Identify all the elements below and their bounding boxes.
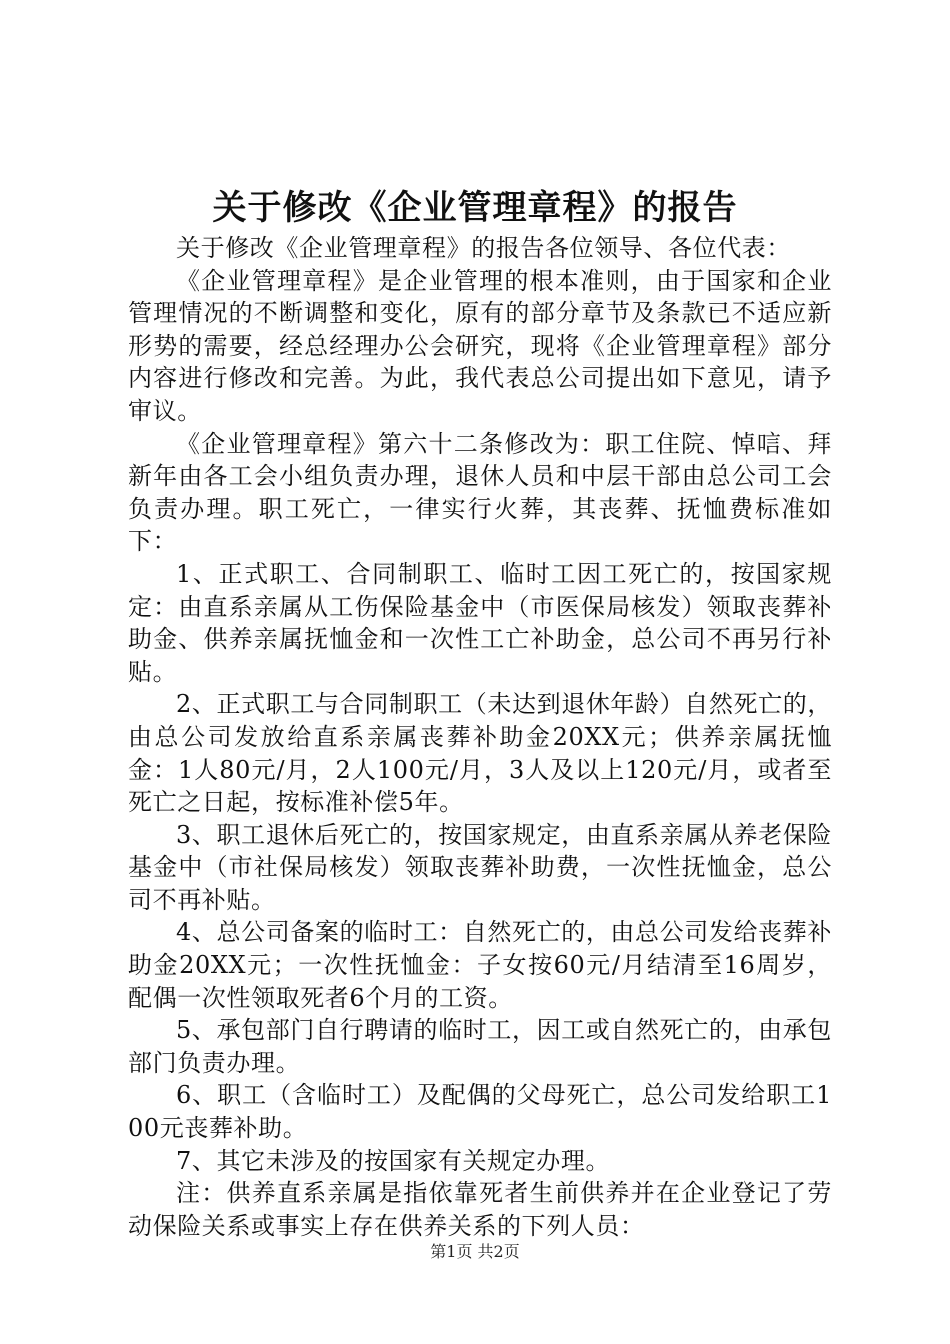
document-title: 关于修改《企业管理章程》的报告 bbox=[212, 188, 738, 228]
paragraph-item-4: 4、总公司备案的临时工：自然死亡的，由总公司发给丧葬补助金20XX元；一次性抚恤金：子女按60元/月结清至16周岁，配偶一次性领取死者6个月的工资。 bbox=[128, 918, 832, 1012]
paragraph-item-1: 1、正式职工、合同制职工、临时工因工死亡的，按国家规定：由直系亲属从工伤保险基金中（市医保局核发）领取丧葬补助金、供养亲属抚恤金和一次性工亡补助金，总公司不再另行补贴。 bbox=[128, 559, 832, 686]
paragraph-item-2: 2、正式职工与合同制职工（未达到退休年龄）自然死亡的，由总公司发放给直系亲属丧葬补助金20XX元；供养亲属抚恤金：1人80元/月，2人100元/月，3人及以上120元/月，或者至死亡之日起，按标准补偿5年。 bbox=[128, 690, 832, 817]
paragraph-article-62: 《企业管理章程》第六十二条修改为：职工住院、悼唁、拜新年由各工会小组负责办理，退休人员和中层干部由总公司工会负责办理。职工死亡，一律实行火葬，其丧葬、抚恤费标准如下： bbox=[128, 429, 832, 556]
page-number-footer: 第1页 共2页 bbox=[430, 1242, 520, 1261]
document-body bbox=[128, 232, 832, 1242]
paragraph-item-6: 6、职工（含临时工）及配偶的父母死亡，总公司发给职工100元丧葬补助。 bbox=[128, 1081, 832, 1143]
paragraph-item-5: 5、承包部门自行聘请的临时工，因工或自然死亡的，由承包部门负责办理。 bbox=[128, 1016, 832, 1077]
paragraph-intro: 《企业管理章程》是企业管理的根本准则，由于国家和企业管理情况的不断调整和变化，原有的部分章节及条款已不适应新形势的需要，经总经理办公会研究，现将《企业管理章程》部分内容进行修改和完善。为此，我代表总公司提出如下意见，请予审议。 bbox=[128, 266, 832, 425]
paragraph-salutation: 关于修改《企业管理章程》的报告各位领导、各位代表： bbox=[176, 234, 791, 262]
paragraph-note: 注：供养直系亲属是指依靠死者生前供养并在企业登记了劳动保险关系或事实上存在供养关系的下列人员： bbox=[128, 1179, 832, 1240]
paragraph-item-3: 3、职工退休后死亡的，按国家规定，由直系亲属从养老保险基金中（市社保局核发）领取丧葬补助费，一次性抚恤金，总公司不再补贴。 bbox=[128, 820, 832, 914]
paragraph-item-7: 7、其它未涉及的按国家有关规定办理。 bbox=[176, 1146, 611, 1175]
